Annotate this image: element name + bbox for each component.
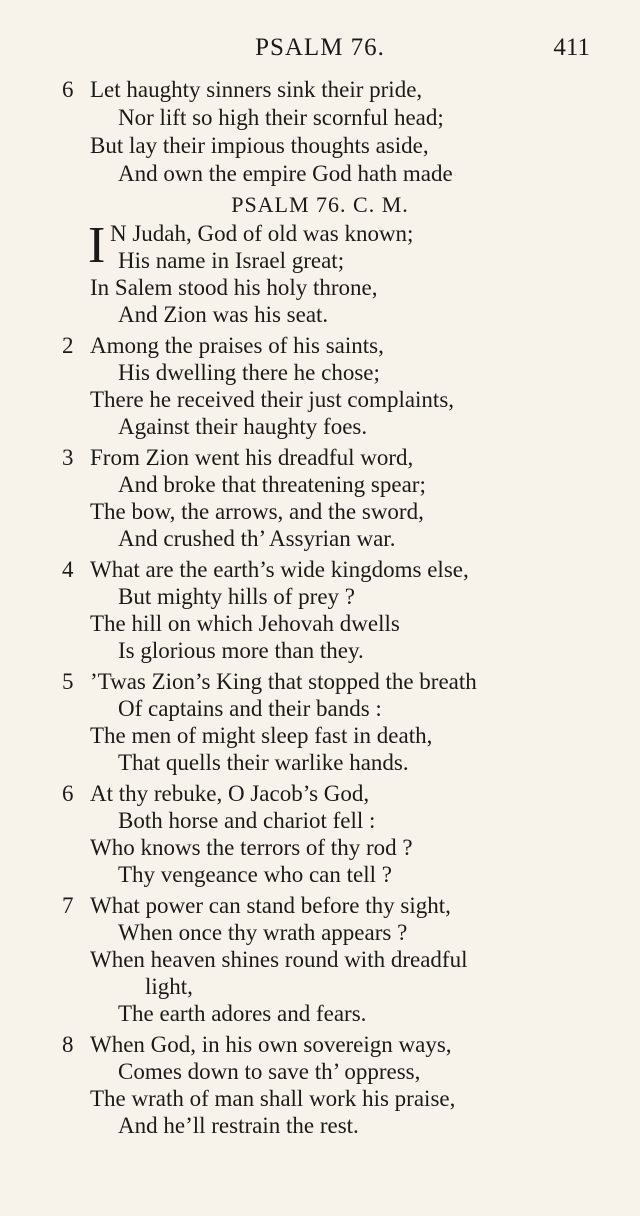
verse-line: In Salem stood his holy throne,: [90, 275, 378, 300]
running-title: PSALM 76.: [255, 34, 385, 61]
verse-line: The bow, the arrows, and the sword,: [90, 499, 424, 524]
drop-cap: I: [88, 217, 106, 274]
verse-line: When heaven shines round with dreadful: [90, 947, 468, 972]
verse-line: light,: [145, 974, 193, 999]
verse-line: The hill on which Jehovah dwells: [90, 611, 400, 636]
stanza-number: 6: [62, 781, 74, 806]
verse-line: ’Twas Zion’s King that stopped the breath: [90, 669, 477, 694]
running-header: [0, 34, 640, 70]
psalm-heading: PSALM 76. C. M.: [231, 192, 409, 217]
stanza-number: 6: [62, 77, 74, 102]
verse-line: N Judah, God of old was known;: [110, 221, 414, 246]
stanza-number: 2: [62, 333, 74, 358]
stanza-number: 4: [62, 557, 74, 582]
stanza-number: 5: [62, 669, 74, 694]
verse-line: Comes down to save th’ oppress,: [118, 1059, 421, 1084]
verse-line: Of captains and their bands :: [118, 696, 382, 721]
verse-line: And broke that threatening spear;: [118, 472, 426, 497]
verse-line: What power can stand before thy sight,: [90, 893, 451, 918]
verse-line: Among the praises of his saints,: [90, 333, 384, 358]
stanza-number: 8: [62, 1032, 74, 1057]
verse-line: That quells their warlike hands.: [118, 750, 409, 775]
stanza-number: 3: [62, 445, 74, 470]
verse-line: What are the earth’s wide kingdoms else,: [90, 557, 469, 582]
verse-line: Nor lift so high their scornful head;: [118, 105, 444, 130]
verse-line: When once thy wrath appears ?: [118, 920, 408, 945]
verse-line: Let haughty sinners sink their pride,: [90, 77, 423, 102]
verse-line: Against their haughty foes.: [118, 414, 368, 439]
verse-line: At thy rebuke, O Jacob’s God,: [90, 781, 370, 806]
verse-line: Thy vengeance who can tell ?: [118, 862, 392, 887]
page-number: 411: [553, 34, 590, 61]
verse-line: And Zion was his seat.: [118, 302, 329, 327]
verse-line: His name in Israel great;: [118, 248, 345, 273]
verse-line: When God, in his own sovereign ways,: [90, 1032, 452, 1057]
verse-line: And own the empire God hath made: [118, 161, 453, 186]
verse-line: And he’ll restrain the rest.: [118, 1113, 359, 1138]
verse-line: But lay their impious thoughts aside,: [90, 133, 429, 158]
verse-line: Is glorious more than they.: [118, 638, 364, 663]
stanza-number: 7: [62, 893, 74, 918]
verse-line: From Zion went his dreadful word,: [90, 445, 414, 470]
verse-line: The earth adores and fears.: [118, 1001, 367, 1026]
verse-line: The men of might sleep fast in death,: [90, 723, 433, 748]
verse-line: Both horse and chariot fell :: [118, 808, 376, 833]
verse-line: His dwelling there he chose;: [118, 360, 380, 385]
verse-line: The wrath of man shall work his praise,: [90, 1086, 456, 1111]
verse-line: Who knows the terrors of thy rod ?: [90, 835, 413, 860]
verse-line: There he received their just complaints,: [90, 387, 455, 412]
verse-line: And crushed th’ Assyrian war.: [118, 526, 396, 551]
verse-line: But mighty hills of prey ?: [118, 584, 356, 609]
